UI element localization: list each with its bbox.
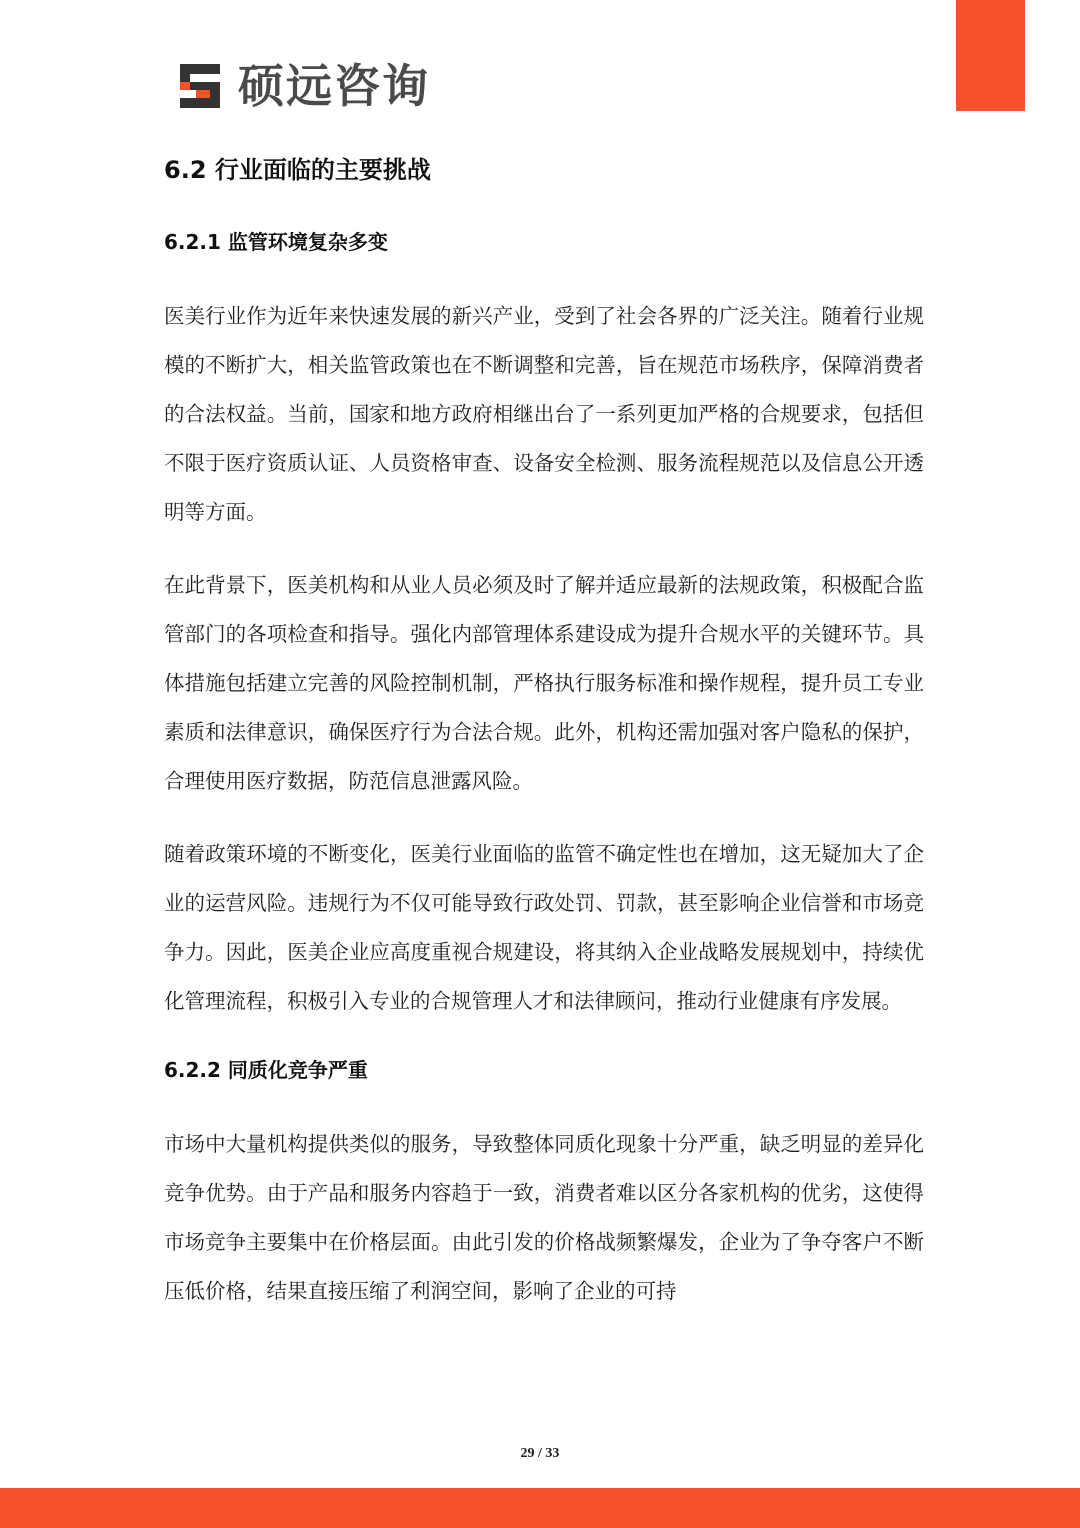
section-title: 6.2 行业面临的主要挑战 [164, 156, 431, 184]
page-number: 29 / 33 [520, 1446, 560, 1461]
corner-accent-tab [956, 0, 1025, 111]
paragraph: 随着政策环境的不断变化，医美行业面临的监管不确定性也在增加，这无疑加大了企业的运营风险。违规行为不仅可能导致行政处罚、罚款，甚至影响企业信誉和市场竞争力。因此，医美企业应高度重视合规建设，将其纳入企业战略发展规划中，持续优化管理流程，积极引入专业的合规管理人才和法律顾问，推动行业健康有序发展。 [164, 842, 924, 1013]
paragraph: 市场中大量机构提供类似的服务，导致整体同质化现象十分严重，缺乏明显的差异化竞争优势。由于产品和服务内容趋于一致，消费者难以区分各家机构的优劣，这使得市场竞争主要集中在价格层面。由此引发的价格战频繁爆发，企业为了争夺客户不断压低价格，结果直接压缩了利润空间，影响了企业的可持 [164, 1132, 924, 1303]
footer-accent-bar [0, 1488, 1080, 1528]
brand-name: 硕远咨询 [238, 59, 430, 113]
paragraph: 在此背景下，医美机构和从业人员必须及时了解并适应最新的法规政策，积极配合监管部门的各项检查和指导。强化内部管理体系建设成为提升合规水平的关键环节。具体措施包括建立完善的风险控制机制，严格执行服务标准和操作规程，提升员工专业素质和法律意识，确保医疗行为合法合规。此外，机构还需加强对客户隐私的保护，合理使用医疗数据，防范信息泄露风险。 [164, 573, 924, 793]
s-bracket-logo-icon [176, 60, 226, 112]
brand-logo [176, 58, 430, 114]
page-content [164, 148, 924, 1316]
paragraph: 医美行业作为近年来快速发展的新兴产业，受到了社会各界的广泛关注。随着行业规模的不断扩大，相关监管政策也在不断调整和完善，旨在规范市场秩序，保障消费者的合法权益。当前，国家和地方政府相继出台了一系列更加严格的合规要求，包括但不限于医疗资质认证、人员资格审查、设备安全检测、服务流程规范以及信息公开透明等方面。 [164, 304, 924, 524]
subsection-title: 6.2.1 监管环境复杂多变 [164, 230, 388, 254]
subsection-title: 6.2.2 同质化竞争严重 [164, 1058, 368, 1082]
